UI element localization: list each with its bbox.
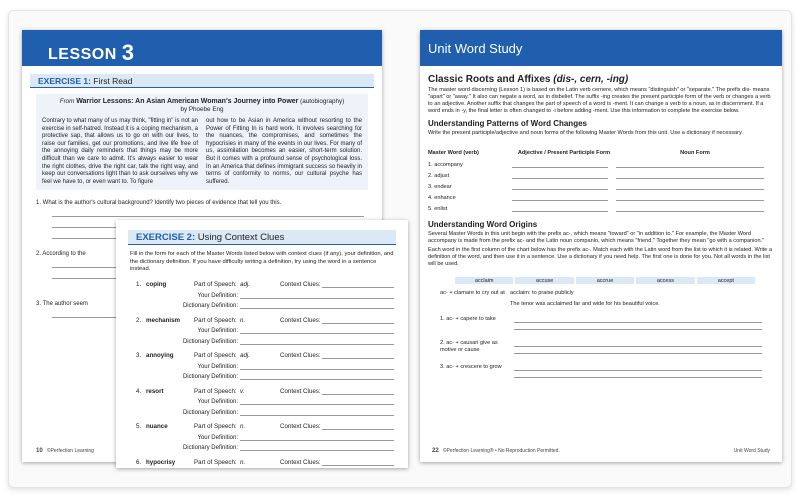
origin-row <box>440 340 774 354</box>
context-clues-input[interactable] <box>322 281 394 288</box>
context-clues-label: Context Clues: <box>280 281 321 288</box>
part-of-speech-label: Part of Speech: <box>194 423 237 430</box>
example-sentence: The tenor was acclaimed far and wide for his beautiful voice. <box>510 301 660 307</box>
left-footer <box>36 448 94 454</box>
copyright: ©Perfection Learning <box>46 448 94 454</box>
footer-section: Unit Word Study <box>733 448 770 454</box>
patterns-heading: Understanding Patterns of Word Changes <box>428 119 587 128</box>
answer-line[interactable] <box>514 364 762 371</box>
part-of-speech-label: Part of Speech: <box>194 458 237 466</box>
lesson-number: 3 <box>121 40 135 65</box>
your-definition-label: Your Definition: <box>197 328 238 334</box>
dictionary-definition-input[interactable] <box>240 409 394 416</box>
part-of-speech-value: adj. <box>240 281 250 288</box>
passage-title <box>42 98 362 114</box>
question-2: 2. According to the <box>36 251 86 258</box>
word-entry <box>136 384 394 395</box>
question-3: 3. The author seem <box>36 301 88 308</box>
roots-heading <box>428 74 774 85</box>
dictionary-definition-label: Dictionary Definition: <box>182 409 238 416</box>
master-word: nuance <box>146 423 168 430</box>
word-bank-item: accuse <box>514 276 574 285</box>
lesson-label: LESSON <box>48 46 117 63</box>
passage-column-1: Contrary to what many of us may think, "fitting in" is not an exercise in self-hatred. Instead it is a coping mechanism, a protective sap, that allows us to go on with our lives, to raise our families, get our promotions, and live life free of the annoying daily reminders that things may be more difficult than we care to admit. It's always easier to wear the right clothes, drive the right car, talk the right way, and keep our conversations light than to ask ourselves why we feel we have to, or even want to. To figure <box>42 118 198 185</box>
word-bank-item: accrue <box>575 276 635 285</box>
word-number: 2. <box>136 316 142 324</box>
master-word: resort <box>146 387 164 395</box>
dictionary-definition-input[interactable] <box>240 302 394 309</box>
source-type: (autobiography) <box>300 98 345 105</box>
dictionary-definition-label: Dictionary Definition: <box>182 303 238 309</box>
answer-line[interactable] <box>52 257 122 268</box>
master-word: hypocrisy <box>146 458 176 466</box>
origin-root: 1. ac- + capere to take <box>440 316 496 322</box>
word-study-header <box>420 30 782 66</box>
word-entry <box>136 313 394 324</box>
example-row <box>440 290 774 308</box>
part-of-speech-value: adj. <box>240 352 250 359</box>
noun-input[interactable] <box>616 161 764 168</box>
question-1: 1. What is the author's cultural background? Identify two pieces of evidence that tell you this. <box>36 200 282 207</box>
your-definition-row <box>136 430 394 441</box>
dictionary-definition-input[interactable] <box>240 373 394 380</box>
exercise-2-instructions: Fill in the form for each of the Master Words listed below with context clues (if any), your definition, and the dictionary definition. If you have difficulty writing a definition, try using the word in a sentence instead. <box>130 251 394 272</box>
adjective-input[interactable] <box>512 172 608 179</box>
part-of-speech-label: Part of Speech: <box>194 387 237 395</box>
word-number: 4. <box>136 387 142 395</box>
origins-heading: Understanding Word Origins <box>428 220 538 229</box>
answer-line[interactable] <box>514 347 762 354</box>
table-row <box>428 201 774 212</box>
table-row <box>428 179 774 190</box>
col-adjective: Adjective / Present Participle Form <box>517 150 611 156</box>
part-of-speech-value: n. <box>240 458 246 466</box>
your-definition-label: Your Definition: <box>197 399 238 405</box>
noun-input[interactable] <box>616 205 764 212</box>
word-bank-item: accept <box>696 276 756 285</box>
master-word: 3. endear <box>428 184 452 190</box>
context-clues-input[interactable] <box>322 459 394 466</box>
page-number: 10 <box>36 448 43 454</box>
word-bank-item: acclaim <box>454 276 514 285</box>
dictionary-definition-label: Dictionary Definition: <box>182 445 238 451</box>
table-row <box>428 168 774 179</box>
col-master-word: Master Word (verb) <box>428 150 479 156</box>
context-clues-label: Context Clues: <box>280 458 321 466</box>
answer-line[interactable] <box>514 371 762 378</box>
your-definition-input[interactable] <box>240 327 394 334</box>
word-bank-item: access <box>635 276 695 285</box>
word-study-title: Unit Word Study <box>428 41 523 56</box>
answer-line[interactable] <box>52 206 364 217</box>
exercise-1-title: First Read <box>93 76 133 86</box>
dictionary-definition-label: Dictionary Definition: <box>182 338 238 345</box>
exercise-1-label: EXERCISE 1: <box>38 76 91 86</box>
right-footer <box>432 448 770 454</box>
word-number: 3. <box>136 352 142 359</box>
dictionary-definition-row <box>136 334 394 345</box>
table-row <box>428 190 774 201</box>
answer-line[interactable] <box>514 340 762 347</box>
context-clues-input[interactable] <box>322 388 394 395</box>
origin-root: 2. ac- + causari give as motive or cause <box>440 340 498 353</box>
patterns-paragraph: Write the present participle/adjective and noun forms of the following Master Words from this unit. Use a dictionary if necessary. <box>428 130 743 136</box>
your-definition-input[interactable] <box>240 398 394 405</box>
copyright: ©Perfection Learning® • No Reproduction Permitted. <box>442 448 560 454</box>
origin-row <box>440 364 774 378</box>
example-definition: acclaim: to praise publicly <box>510 290 574 296</box>
word-entry <box>136 278 394 289</box>
word-entry <box>136 349 394 360</box>
author: by Phoebe Eng <box>180 106 224 113</box>
word-study-page <box>420 30 782 462</box>
noun-input[interactable] <box>616 194 764 201</box>
page-number: 22 <box>432 448 439 454</box>
origin-root: 3. ac- + crescere to grow <box>440 364 502 370</box>
dictionary-definition-input[interactable] <box>240 338 394 345</box>
exercise-1-header <box>30 74 374 88</box>
your-definition-label: Your Definition: <box>197 292 238 299</box>
adjective-input[interactable] <box>512 194 608 201</box>
answer-line[interactable] <box>52 307 122 318</box>
word-entry <box>136 455 394 466</box>
adjective-input[interactable] <box>512 161 608 168</box>
adjective-input[interactable] <box>512 205 608 212</box>
source-title: Warrior Lessons: An Asian American Woman's Journey into Power <box>76 98 299 105</box>
dictionary-definition-row <box>136 299 394 310</box>
word-form-list <box>116 278 408 466</box>
col-noun: Noun Form <box>680 150 710 156</box>
context-clues-label: Context Clues: <box>280 316 321 324</box>
your-definition-label: Your Definition: <box>197 434 238 441</box>
dictionary-definition-row <box>136 441 394 452</box>
part-of-speech-value: n. <box>240 316 246 324</box>
your-definition-row <box>136 324 394 335</box>
word-number: 5. <box>136 423 142 430</box>
exercise-2-page <box>116 220 408 468</box>
part-of-speech-value: v. <box>240 387 245 395</box>
your-definition-row <box>136 359 394 370</box>
master-word: 5. enlist <box>428 206 448 212</box>
master-word: coping <box>146 281 167 288</box>
context-clues-label: Context Clues: <box>280 387 321 395</box>
dictionary-definition-label: Dictionary Definition: <box>182 374 238 380</box>
dictionary-definition-input[interactable] <box>240 444 394 451</box>
exercise-2-label: EXERCISE 2: <box>136 232 196 243</box>
your-definition-label: Your Definition: <box>197 363 238 370</box>
part-of-speech-label: Part of Speech: <box>194 316 237 324</box>
reading-passage <box>36 94 368 190</box>
context-clues-label: Context Clues: <box>280 423 321 430</box>
master-word: annoying <box>146 352 174 359</box>
table-row <box>428 157 774 168</box>
master-word: 4. enhance <box>428 195 456 201</box>
part-of-speech-value: n. <box>240 423 246 430</box>
your-definition-row <box>136 288 394 299</box>
word-change-table <box>428 141 774 212</box>
answer-line[interactable] <box>52 268 122 279</box>
passage-column-2: out how to be Asian in America without resorting to the Power of Fitting In is hard work. It involves searching for the nuances, the compromises, and sometimes the hypocrisies in many of the events in our lives. For many of us, assimilation becomes an easier, short-term solution. But it comes with a profound sense of psychological loss. In an America that defines immigrant success so heavily in terms of conformity to norms, our cultural psyche has suffered. <box>206 118 362 185</box>
part-of-speech-label: Part of Speech: <box>194 352 237 359</box>
context-clues-input[interactable] <box>322 352 394 359</box>
origin-row <box>440 316 774 330</box>
dictionary-definition-row <box>136 405 394 416</box>
master-word: 1. accompany <box>428 162 463 168</box>
master-word: 2. adjust <box>428 173 450 179</box>
noun-input[interactable] <box>616 183 764 190</box>
answer-line[interactable] <box>514 316 762 323</box>
answer-line[interactable] <box>514 323 762 330</box>
master-word: mechanism <box>146 316 181 324</box>
word-entry <box>136 420 394 431</box>
example-root: ac- + clamare to cry out at <box>440 290 505 296</box>
context-clues-input[interactable] <box>322 317 394 324</box>
origins-paragraph-2: Each word in the first column of the chart below has the prefix ac-. Match each with the Latin word from the list to which it is related. Write a definition of the word, and then use it in a sentence. Use a dictionary if you need help. The first one is done for you. Not all words in the list will be used. <box>428 247 773 267</box>
your-definition-input[interactable] <box>240 434 394 441</box>
your-definition-input[interactable] <box>240 363 394 370</box>
adjective-input[interactable] <box>512 183 608 190</box>
dictionary-definition-row <box>136 370 394 381</box>
roots-paragraph: The master word discerning (Lesson 1) is based on the Latin verb cernere, which means "distinguish" or "separate." The prefix dis- means "apart" or "away." It also can negate a word, as in disbelief. The suffix -ing creates the present participle form of the verb or changes a verb to an adjective. Another suffix that changes the part of speech of a word is -ment. It can change a verb to a noun, as in discernment. If a word ends in -y, the final letter is often changed to -i before adding -ment. Use this information to complete the exercise below. <box>428 87 771 114</box>
context-clues-input[interactable] <box>322 423 394 430</box>
context-clues-label: Context Clues: <box>280 352 321 359</box>
lesson-header <box>22 30 382 66</box>
exercise-2-title: Using Context Clues <box>197 232 285 243</box>
roots-heading-affixes: (dis-, cern, -ing) <box>553 74 629 85</box>
origins-paragraph-1: Several Master Words in this unit begin with the prefix ac-, which means "toward" or "in addition to." For example, the Master Word accompany is made from the prefix ac- and the Latin noun companio, which means "friend." Together they mean "go with a companion." <box>428 231 765 244</box>
your-definition-row <box>136 395 394 406</box>
your-definition-input[interactable] <box>240 292 394 299</box>
roots-heading-text: Classic Roots and Affixes <box>428 74 551 85</box>
word-number: 6. <box>136 458 142 466</box>
word-number: 1. <box>136 281 142 288</box>
word-bank <box>454 276 756 285</box>
from-label: From <box>59 98 75 105</box>
part-of-speech-label: Part of Speech: <box>194 281 237 288</box>
exercise-2-header <box>128 230 396 245</box>
noun-input[interactable] <box>616 172 764 179</box>
